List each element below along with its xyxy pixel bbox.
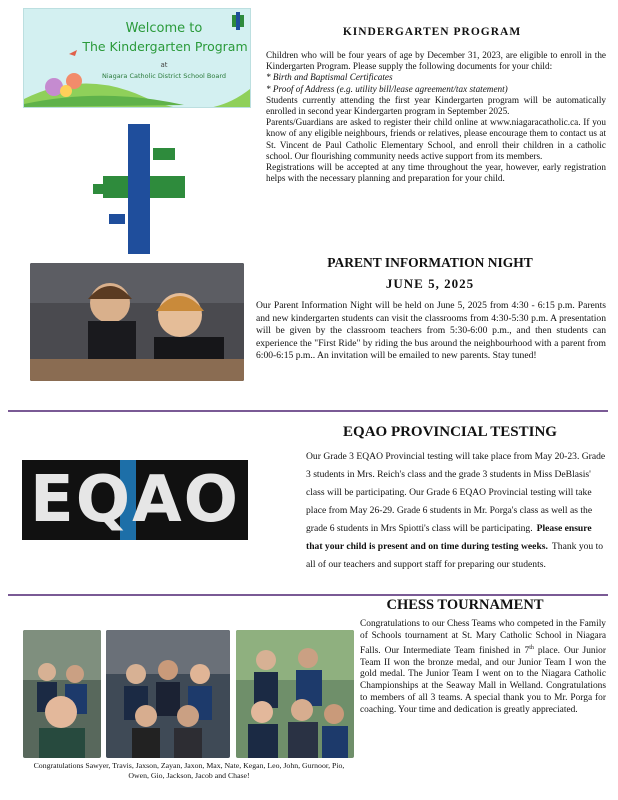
parent-night-date: JUNE 5, 2025 — [385, 276, 475, 291]
section-divider-2 — [8, 594, 608, 596]
doc-proof-of-address: * Proof of Address (e.g. utility bill/lease agreement/tax statement) — [266, 83, 508, 94]
doc-birth-certificate: * Birth and Baptismal Certificates — [266, 72, 393, 83]
eqao-text — [306, 446, 606, 572]
banner-board: Niagara Catholic District School Board — [101, 72, 227, 80]
chess-caption: Congratulations Sawyer, Travis, Jaxson, Zayan, Jaxon, Max, Nate, Kegan, Leo, John, Gurnoor, Pio, Owen, Gio, Jackson, Jacob and Chase! — [33, 761, 345, 780]
eqao-logo — [22, 460, 248, 540]
chess-body-sup: th — [529, 644, 534, 651]
kindergarten-heading: KINDERGARTEN PROGRAM — [342, 26, 522, 38]
chess-team-photo-3 — [236, 630, 354, 758]
chess-team-photo-2 — [106, 630, 230, 758]
kindergarten-banner — [23, 8, 251, 108]
kindergarten-para2: Students currently attending the first year Kindergarten program will be automatically enrolled in second year Kindergarten program in September 2025. — [266, 94, 606, 117]
chess-body-pre: Congratulations to our Chess Teams who competed in the Family of Schools tournament at St. Mary Catholic School in Niagara Falls. Our Intermediate Team finished in 7 — [360, 619, 606, 656]
eqao-thanks: Thank you to all of our teachers and support staff for preparing our students. — [306, 541, 604, 570]
chess-body-post: place. Our Junior Team II won the bronze medal, and our Junior Team I won the gold medal. The Junior Team I went on to the Niagara Catholic Championships at the Seaway Mall in Welland. Congratulations to members of all 3 teams. A special thank you to Mr. Porga for coaching. Your time and dedication is greatly appreciated. — [360, 645, 606, 715]
parent-night-heading: PARENT INFORMATION NIGHT — [327, 255, 533, 270]
eqao-bold: Please ensure that your child is present and on time during testing weeks. — [306, 523, 592, 552]
kindergarten-text — [266, 50, 606, 184]
chess-team-photo-1 — [23, 630, 101, 758]
banner-title-line1: Welcome to — [125, 21, 203, 36]
eqao-logo-text: EQAO — [29, 463, 241, 537]
kindergarten-students-photo — [30, 263, 244, 381]
kindergarten-para3: Parents/Guardians are asked to register their child online at www.niagaracatholic.ca. If you know of any eligible neighbours, friends or relatives, please encourage them to contact us at St. Vincent de Paul Catholic Elementary School, and enroll their children in a catholic school. Our flourishing community needs active support from its members. — [266, 117, 606, 161]
eqao-body: Our Grade 3 EQAO Provincial testing will take place from May 20-23. Grade 3 students in Mrs. Reich's class and the grade 3 students in Miss DeBlasis' class will be participating. Our Grade 6 EQAO Provincial testing will take place from May 26-29. Grade 6 students in Mr. Porga's class as well as the grade 6 students in Mrs Spiotti's class will be participating. — [306, 451, 606, 534]
kindergarten-para4: Registrations will be accepted at any time throughout the year, however, early registration helps with the necessary planning and preparation for your child. — [266, 162, 606, 184]
banner-title-line2: The Kindergarten Program — [82, 39, 248, 54]
section-divider-1 — [8, 410, 608, 412]
parent-night-body: Our Parent Information Night will be held on June 5, 2025 from 4:30 - 6:15 p.m. Parents and new kindergarten students can visit the classrooms from 4:30-5:30 p.m. A presentation will be given by the classroom teachers from 5:30-6:00 p.m., and then students can experience the "First Ride" by riding the bus around the neighbourhood with a parent from 6:00-6:15 p.m.. An invitation will be emailed to new parents. Stay tuned! — [256, 300, 606, 362]
niagara-catholic-logo — [83, 118, 197, 260]
banner-at: at — [160, 61, 168, 69]
eqao-heading: EQAO PROVINCIAL TESTING — [343, 424, 557, 440]
kindergarten-intro: Children who will be four years of age by December 31, 2023, are eligible to enroll in the Kindergarten Program. Please supply the following documents for your child: — [266, 50, 606, 72]
chess-heading: CHESS TOURNAMENT — [386, 597, 544, 613]
chess-text — [360, 619, 606, 717]
